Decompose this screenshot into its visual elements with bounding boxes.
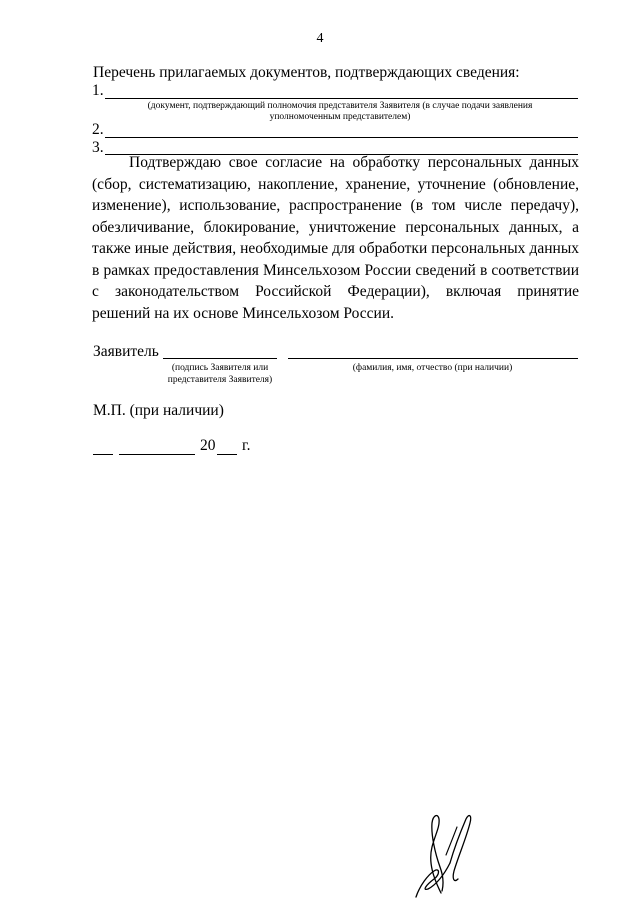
date-year-suffix: г. bbox=[242, 437, 251, 454]
signature-caption-line2: представителя Заявителя) bbox=[167, 375, 273, 385]
signature-caption-line1: (подпись Заявителя или bbox=[171, 363, 269, 373]
date-month-line bbox=[119, 454, 195, 455]
date-year-prefix: 20 bbox=[200, 437, 216, 454]
date-day-line bbox=[93, 454, 113, 455]
attachment-item-number-2: 2. bbox=[92, 121, 104, 138]
attachment-1-caption-line2: уполномоченным представителем) bbox=[269, 112, 411, 122]
attachment-line-1 bbox=[105, 98, 578, 99]
attachment-1-caption-line1: (документ, подтверждающий полномочия представителя Заявителя (в случае подачи заявления bbox=[147, 101, 533, 111]
full-name-caption: (фамилия, имя, отчество (при наличии) bbox=[352, 363, 513, 373]
page-number: 4 bbox=[316, 31, 324, 46]
applicant-label: Заявитель bbox=[93, 343, 159, 360]
consent-paragraph: Подтверждаю свое согласие на обработку персональных данных (сбор, систематизацию, накопление, хранение, уточнение (обновление, изменение), использование, распространение (в том числе передачу), обезличивание, блокирование, уничтожение персональных данных, а также иные действия, необходимые для обработки персональных данных в рамках предоставления Минсельхозом России сведений в соответствии с законодательством Российской Федерации), включая принятие решений на их основе Минсельхозом России. bbox=[92, 154, 579, 322]
handwritten-signature bbox=[410, 805, 480, 900]
attachment-item-number-1: 1. bbox=[92, 82, 104, 99]
attachments-heading: Перечень прилагаемых документов, подтверждающих сведения: bbox=[93, 64, 520, 81]
signature-line bbox=[163, 358, 277, 359]
date-year-line bbox=[217, 454, 237, 455]
full-name-line bbox=[288, 358, 578, 359]
stamp-label: М.П. (при наличии) bbox=[93, 402, 224, 419]
attachment-line-2 bbox=[105, 137, 578, 138]
attachment-item-number-3: 3. bbox=[92, 139, 104, 156]
